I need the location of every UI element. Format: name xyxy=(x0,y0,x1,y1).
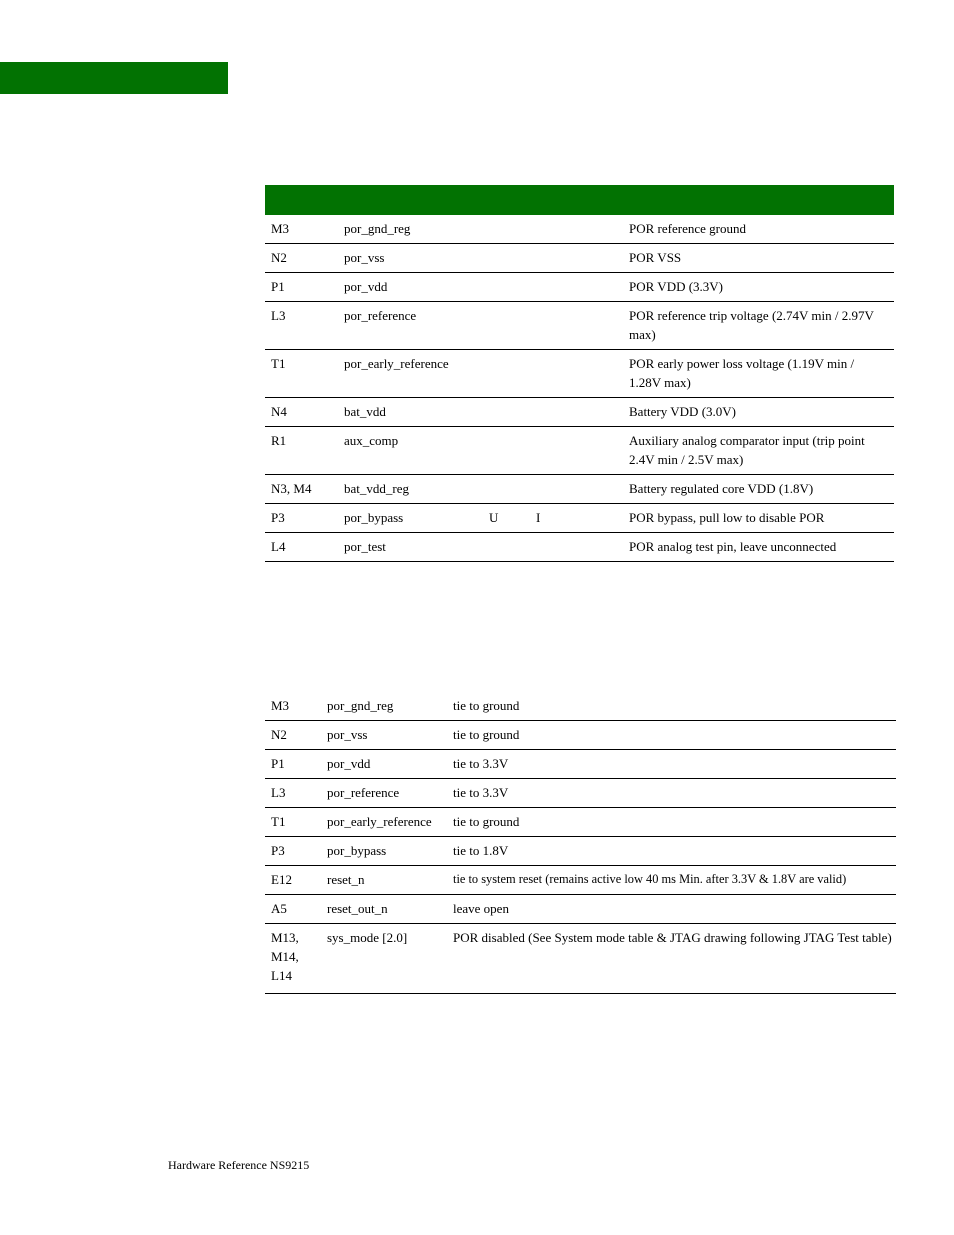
action-cell: tie to ground xyxy=(453,692,896,721)
action-cell: tie to 1.8V xyxy=(453,837,896,866)
signal-name-cell: por_reference xyxy=(344,302,489,350)
signal-name-cell: sys_mode [2.0] xyxy=(327,924,453,994)
description-cell: POR VDD (3.3V) xyxy=(629,273,894,302)
signal-name-cell: por_bypass xyxy=(344,504,489,533)
description-cell: POR reference trip voltage (2.74V min / 2.97V max) xyxy=(629,302,894,350)
description-cell: POR bypass, pull low to disable POR xyxy=(629,504,894,533)
table-row xyxy=(265,302,894,350)
u-cell xyxy=(489,244,536,273)
u-cell xyxy=(489,273,536,302)
pin-cell: L3 xyxy=(265,302,344,350)
action-cell: tie to ground xyxy=(453,808,896,837)
u-cell xyxy=(489,398,536,427)
u-cell xyxy=(489,427,536,475)
pin-cell: P3 xyxy=(265,837,327,866)
i-cell xyxy=(536,215,629,244)
i-cell xyxy=(536,350,629,398)
action-cell: tie to 3.3V xyxy=(453,779,896,808)
i-cell xyxy=(536,427,629,475)
description-cell: Auxiliary analog comparator input (trip point 2.4V min / 2.5V max) xyxy=(629,427,894,475)
table-row xyxy=(265,427,894,475)
table-row xyxy=(265,866,896,895)
signal-name-cell: por_gnd_reg xyxy=(344,215,489,244)
u-cell xyxy=(489,350,536,398)
action-cell: POR disabled (See System mode table & JTAG drawing following JTAG Test table) xyxy=(453,924,896,994)
u-cell xyxy=(489,302,536,350)
signal-name-cell: aux_comp xyxy=(344,427,489,475)
description-cell: Battery VDD (3.0V) xyxy=(629,398,894,427)
pin-cell: A5 xyxy=(265,895,327,924)
pin-cell: P1 xyxy=(265,750,327,779)
description-cell: POR early power loss voltage (1.19V min / 1.28V max) xyxy=(629,350,894,398)
pin-cell: N4 xyxy=(265,398,344,427)
signal-name-cell: por_vss xyxy=(327,721,453,750)
description-cell: Battery regulated core VDD (1.8V) xyxy=(629,475,894,504)
por-disable-table xyxy=(265,692,896,994)
table-row xyxy=(265,692,896,721)
pin-cell: M13, M14, L14 xyxy=(265,924,327,994)
signal-name-cell: reset_out_n xyxy=(327,895,453,924)
table-header-bar xyxy=(265,185,894,215)
table-row xyxy=(265,808,896,837)
pin-cell: E12 xyxy=(265,866,327,895)
u-cell xyxy=(489,475,536,504)
action-cell: tie to 3.3V xyxy=(453,750,896,779)
signal-name-cell: bat_vdd xyxy=(344,398,489,427)
u-cell xyxy=(489,215,536,244)
i-cell xyxy=(536,398,629,427)
table-row xyxy=(265,721,896,750)
description-cell: POR reference ground xyxy=(629,215,894,244)
table-row xyxy=(265,837,896,866)
pin-cell: N2 xyxy=(265,721,327,750)
description-cell: POR VSS xyxy=(629,244,894,273)
table-row xyxy=(265,750,896,779)
signal-name-cell: por_early_reference xyxy=(327,808,453,837)
table-row xyxy=(265,533,894,562)
u-cell xyxy=(489,533,536,562)
signal-name-cell: por_gnd_reg xyxy=(327,692,453,721)
action-cell: leave open xyxy=(453,895,896,924)
table-row xyxy=(265,398,894,427)
por-pin-table xyxy=(265,185,894,562)
description-cell: POR analog test pin, leave unconnected xyxy=(629,533,894,562)
pin-cell: R1 xyxy=(265,427,344,475)
i-cell xyxy=(536,533,629,562)
signal-name-cell: por_vss xyxy=(344,244,489,273)
i-cell xyxy=(536,273,629,302)
i-cell: I xyxy=(536,504,629,533)
signal-name-cell: por_test xyxy=(344,533,489,562)
signal-name-cell: por_early_reference xyxy=(344,350,489,398)
pin-cell: M3 xyxy=(265,692,327,721)
pin-cell: L3 xyxy=(265,779,327,808)
pin-cell: P1 xyxy=(265,273,344,302)
table-row xyxy=(265,273,894,302)
u-cell: U xyxy=(489,504,536,533)
signal-name-cell: reset_n xyxy=(327,866,453,895)
signal-name-cell: por_reference xyxy=(327,779,453,808)
pin-cell: P3 xyxy=(265,504,344,533)
i-cell xyxy=(536,475,629,504)
pin-cell: N2 xyxy=(265,244,344,273)
table-row xyxy=(265,350,894,398)
table-row xyxy=(265,924,896,994)
action-cell: tie to ground xyxy=(453,721,896,750)
pin-cell: T1 xyxy=(265,350,344,398)
pin-cell: N3, M4 xyxy=(265,475,344,504)
i-cell xyxy=(536,244,629,273)
footer-text: Hardware Reference NS9215 xyxy=(168,1158,310,1172)
section-tab-bar xyxy=(0,62,228,94)
pin-cell: L4 xyxy=(265,533,344,562)
action-cell: tie to system reset (remains active low 40 ms Min. after 3.3V & 1.8V are valid) xyxy=(453,866,896,895)
table-row xyxy=(265,215,894,244)
table-row xyxy=(265,779,896,808)
table-row xyxy=(265,504,894,533)
table-row xyxy=(265,244,894,273)
signal-name-cell: por_vdd xyxy=(344,273,489,302)
pin-cell: M3 xyxy=(265,215,344,244)
signal-name-cell: bat_vdd_reg xyxy=(344,475,489,504)
table-row xyxy=(265,475,894,504)
i-cell xyxy=(536,302,629,350)
signal-name-cell: por_vdd xyxy=(327,750,453,779)
pin-cell: T1 xyxy=(265,808,327,837)
signal-name-cell: por_bypass xyxy=(327,837,453,866)
table-row xyxy=(265,895,896,924)
